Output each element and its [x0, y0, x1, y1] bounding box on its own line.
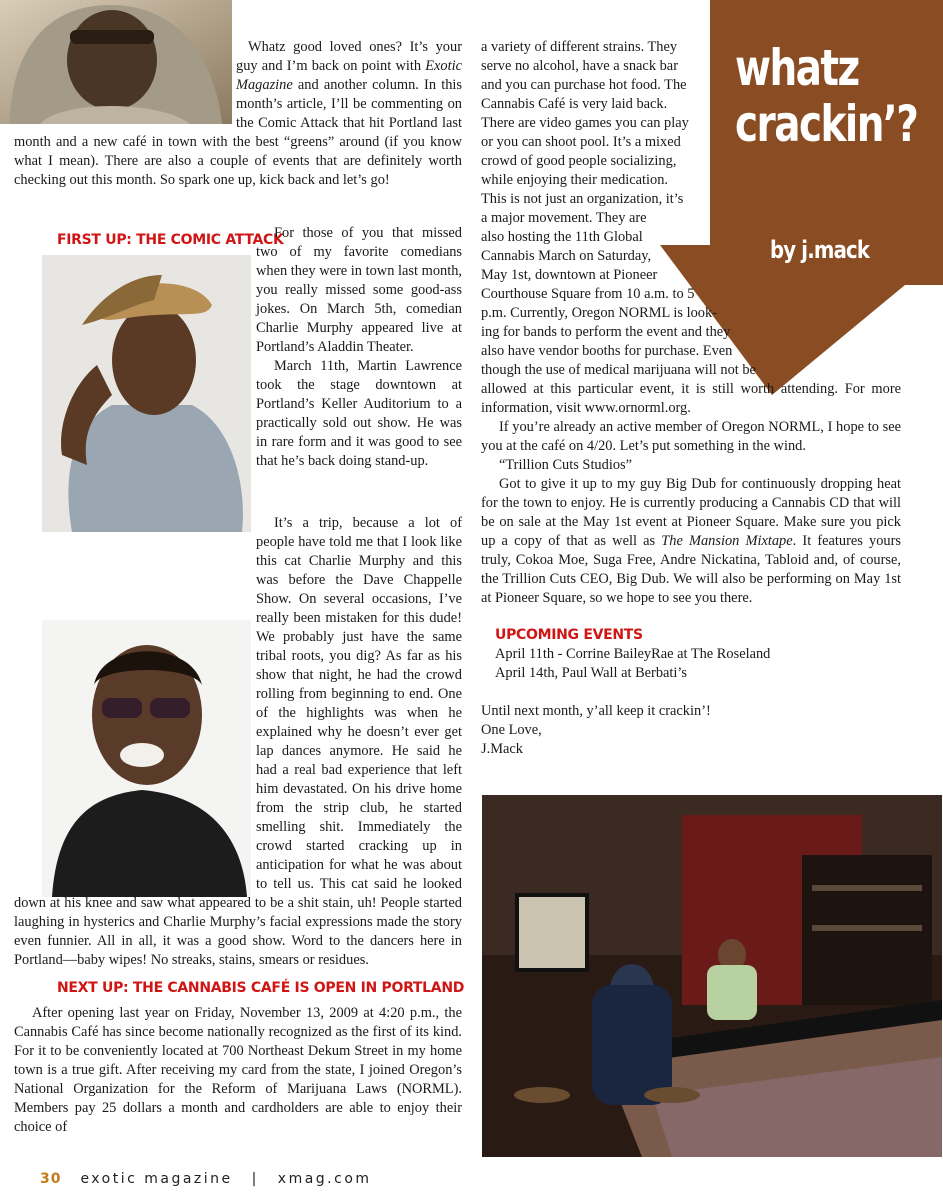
- p1-line: There are video games you can play: [481, 115, 689, 131]
- intro-text-b: and another column. In this month’s article, I’ll be commenting on the Comic Attack that hit Portland last month and a new café in town with the best “greens” around (if you know what I mean). There are also a couple of events that are definitely worth checking out this month. So spark one up, kick back and let’s go!: [14, 77, 462, 188]
- page-footer: [40, 1171, 540, 1187]
- comic-paragraph-3: [14, 514, 462, 970]
- p1-line: also hosting the 11th Global: [481, 229, 643, 245]
- column-right: [481, 38, 918, 759]
- p1-line: or you can shoot pool. It’s a mixed: [481, 134, 681, 150]
- p1-line: This is not just an organization, it’s: [481, 191, 684, 207]
- p1-line: and you can purchase hot food. The: [481, 77, 687, 93]
- p1-line: Cannabis Café is very laid back.: [481, 96, 668, 112]
- intro-text-a: Whatz good loved ones? It’s your guy and I’m back on point with: [236, 39, 462, 74]
- signoff-line: Until next month, y’all keep it crackin’!: [481, 703, 711, 719]
- p3: “Trillion Cuts Studios”: [499, 457, 633, 473]
- event-item: April 11th - Corrine BaileyRae at The Roseland: [495, 646, 771, 662]
- p1-line: a major movement. They are: [481, 210, 647, 226]
- cannabis-cafe-photo: [482, 795, 942, 1157]
- comic-paragraph-1: For those of you that missed two of my favorite comedians when they were in town last month, you really missed some good-ass jokes. On March 5th, comedian Charlie Murphy appeared live at Portland’s Aladdin Theater.: [256, 225, 462, 355]
- comic-paragraph-3-text: It’s a trip, because a lot of people have told me that I look like this cat Charlie Murphy and this was before the Dave Chappelle Show. On several occasions, I’ve really been mistaken for this dude! We probably just have the same tribal roots, you dig? As far as his show that night, he had the crowd rolling from beginning to end. One of the highlights was when he explained why he doesn’t ever get lap dances anymore. He said he had a real bad experience that left him devastated. On his drive home from the strip club, he started smelling shit. Immediately the crowd started cracking up in anticipation for what he was about to tell us. This cat said he looked down at his knee and saw what appeared to be a shit stain, uh! People started laughing in hysterics and Charlie Murphy’s facial expressions made the story even funnier. All in all, it was a good show. Word to the dancers here in Portland—baby wipes! No streaks, stains, smears or residues.: [14, 515, 462, 968]
- event-item: April 14th, Paul Wall at Berbati’s: [495, 665, 688, 681]
- p4: Got to give it up to my guy Big Dub for continuously dropping heat for the town to enjoy. He is currently producing a Cannabis CD that will be on sale at the May 1st event at Pioneer Square. Make sure you pick up a copy of that as well as The Mansion Mixtape. It features yours truly, Cokoa Moe, Suga Free, Andre Nickatina, Tabloid and, of course, the Trillion Cuts CEO, Big Dub. We will also be performing on May 1st at Pioneer Square, so we hope to see you there.: [481, 476, 901, 606]
- footer-separator: |: [251, 1171, 259, 1187]
- footer-site: xmag.com: [277, 1171, 372, 1187]
- p2: If you’re already an active member of Oregon NORML, I hope to see you at the café on 4/20. Let’s put something in the wind.: [481, 419, 901, 454]
- p1-line: p.m. Currently, Oregon NORML is look-: [481, 305, 717, 321]
- p1-line: while enjoying their medication.: [481, 172, 669, 188]
- photo-spacer: [14, 38, 236, 128]
- photo-spacer: [14, 224, 256, 514]
- byline: by j.mack: [770, 236, 870, 264]
- p1-line: crowd of good people socializing,: [481, 153, 677, 169]
- p1-line: serve no alcohol, have a snack bar: [481, 58, 678, 74]
- section-heading-cafe: NEXT UP: THE CANNABIS CAFÉ IS OPEN IN PORTLAND: [57, 980, 465, 996]
- column-left: [14, 38, 465, 1137]
- p1-line: though the use of medical marijuana will not be: [481, 362, 756, 378]
- signoff-line: J.Mack: [481, 741, 523, 757]
- intro-magazine: Exotic Magazine: [236, 58, 462, 93]
- p1-line: Cannabis March on Saturday,: [481, 248, 652, 264]
- signoff-line: One Love,: [481, 722, 542, 738]
- p1-line: also have vendor booths for purchase. Even: [481, 343, 733, 359]
- p1-line: a variety of different strains. They: [481, 39, 678, 55]
- p1-line: ing for bands to perform the event and they: [481, 324, 731, 340]
- section-heading-events: UPCOMING EVENTS: [495, 627, 643, 643]
- cafe-paragraph-1: After opening last year on Friday, November 13, 2009 at 4:20 p.m., the Cannabis Café has since become nationally recognized as the first of its kind. For it to be conveniently located at 700 Northeast Dekum Street in my home town is a true gift. After receiving my card from the state, I joined Oregon’s National Organization for the Reform of Marijuana Laws (NORML). Members pay 25 dollars a month and cardholders are able to enjoy their choice of: [14, 1005, 462, 1135]
- p1-line: Courthouse Square from 10 a.m. to 5: [481, 286, 695, 302]
- comic-paragraph-2: March 11th, Martin Lawrence took the stage downtown at Portland’s Keller Auditorium to a practically sold out show. He was in rare form and it was good to see that he’s back doing stand-up.: [256, 358, 462, 469]
- column-title: whatz crackin’?: [735, 39, 918, 153]
- footer-magazine: exotic magazine: [80, 1171, 233, 1187]
- p1-lines: [481, 38, 918, 380]
- p1-tail: allowed at this particular event, it is still worth attending. For more information, visit www.ornorml.org.: [481, 381, 901, 416]
- page-number: 30: [40, 1171, 62, 1187]
- p1-line: May 1st, downtown at Pioneer: [481, 267, 658, 283]
- photo-spacer: [14, 590, 256, 880]
- section-heading-comic: FIRST UP: THE COMIC ATTACK: [57, 232, 284, 248]
